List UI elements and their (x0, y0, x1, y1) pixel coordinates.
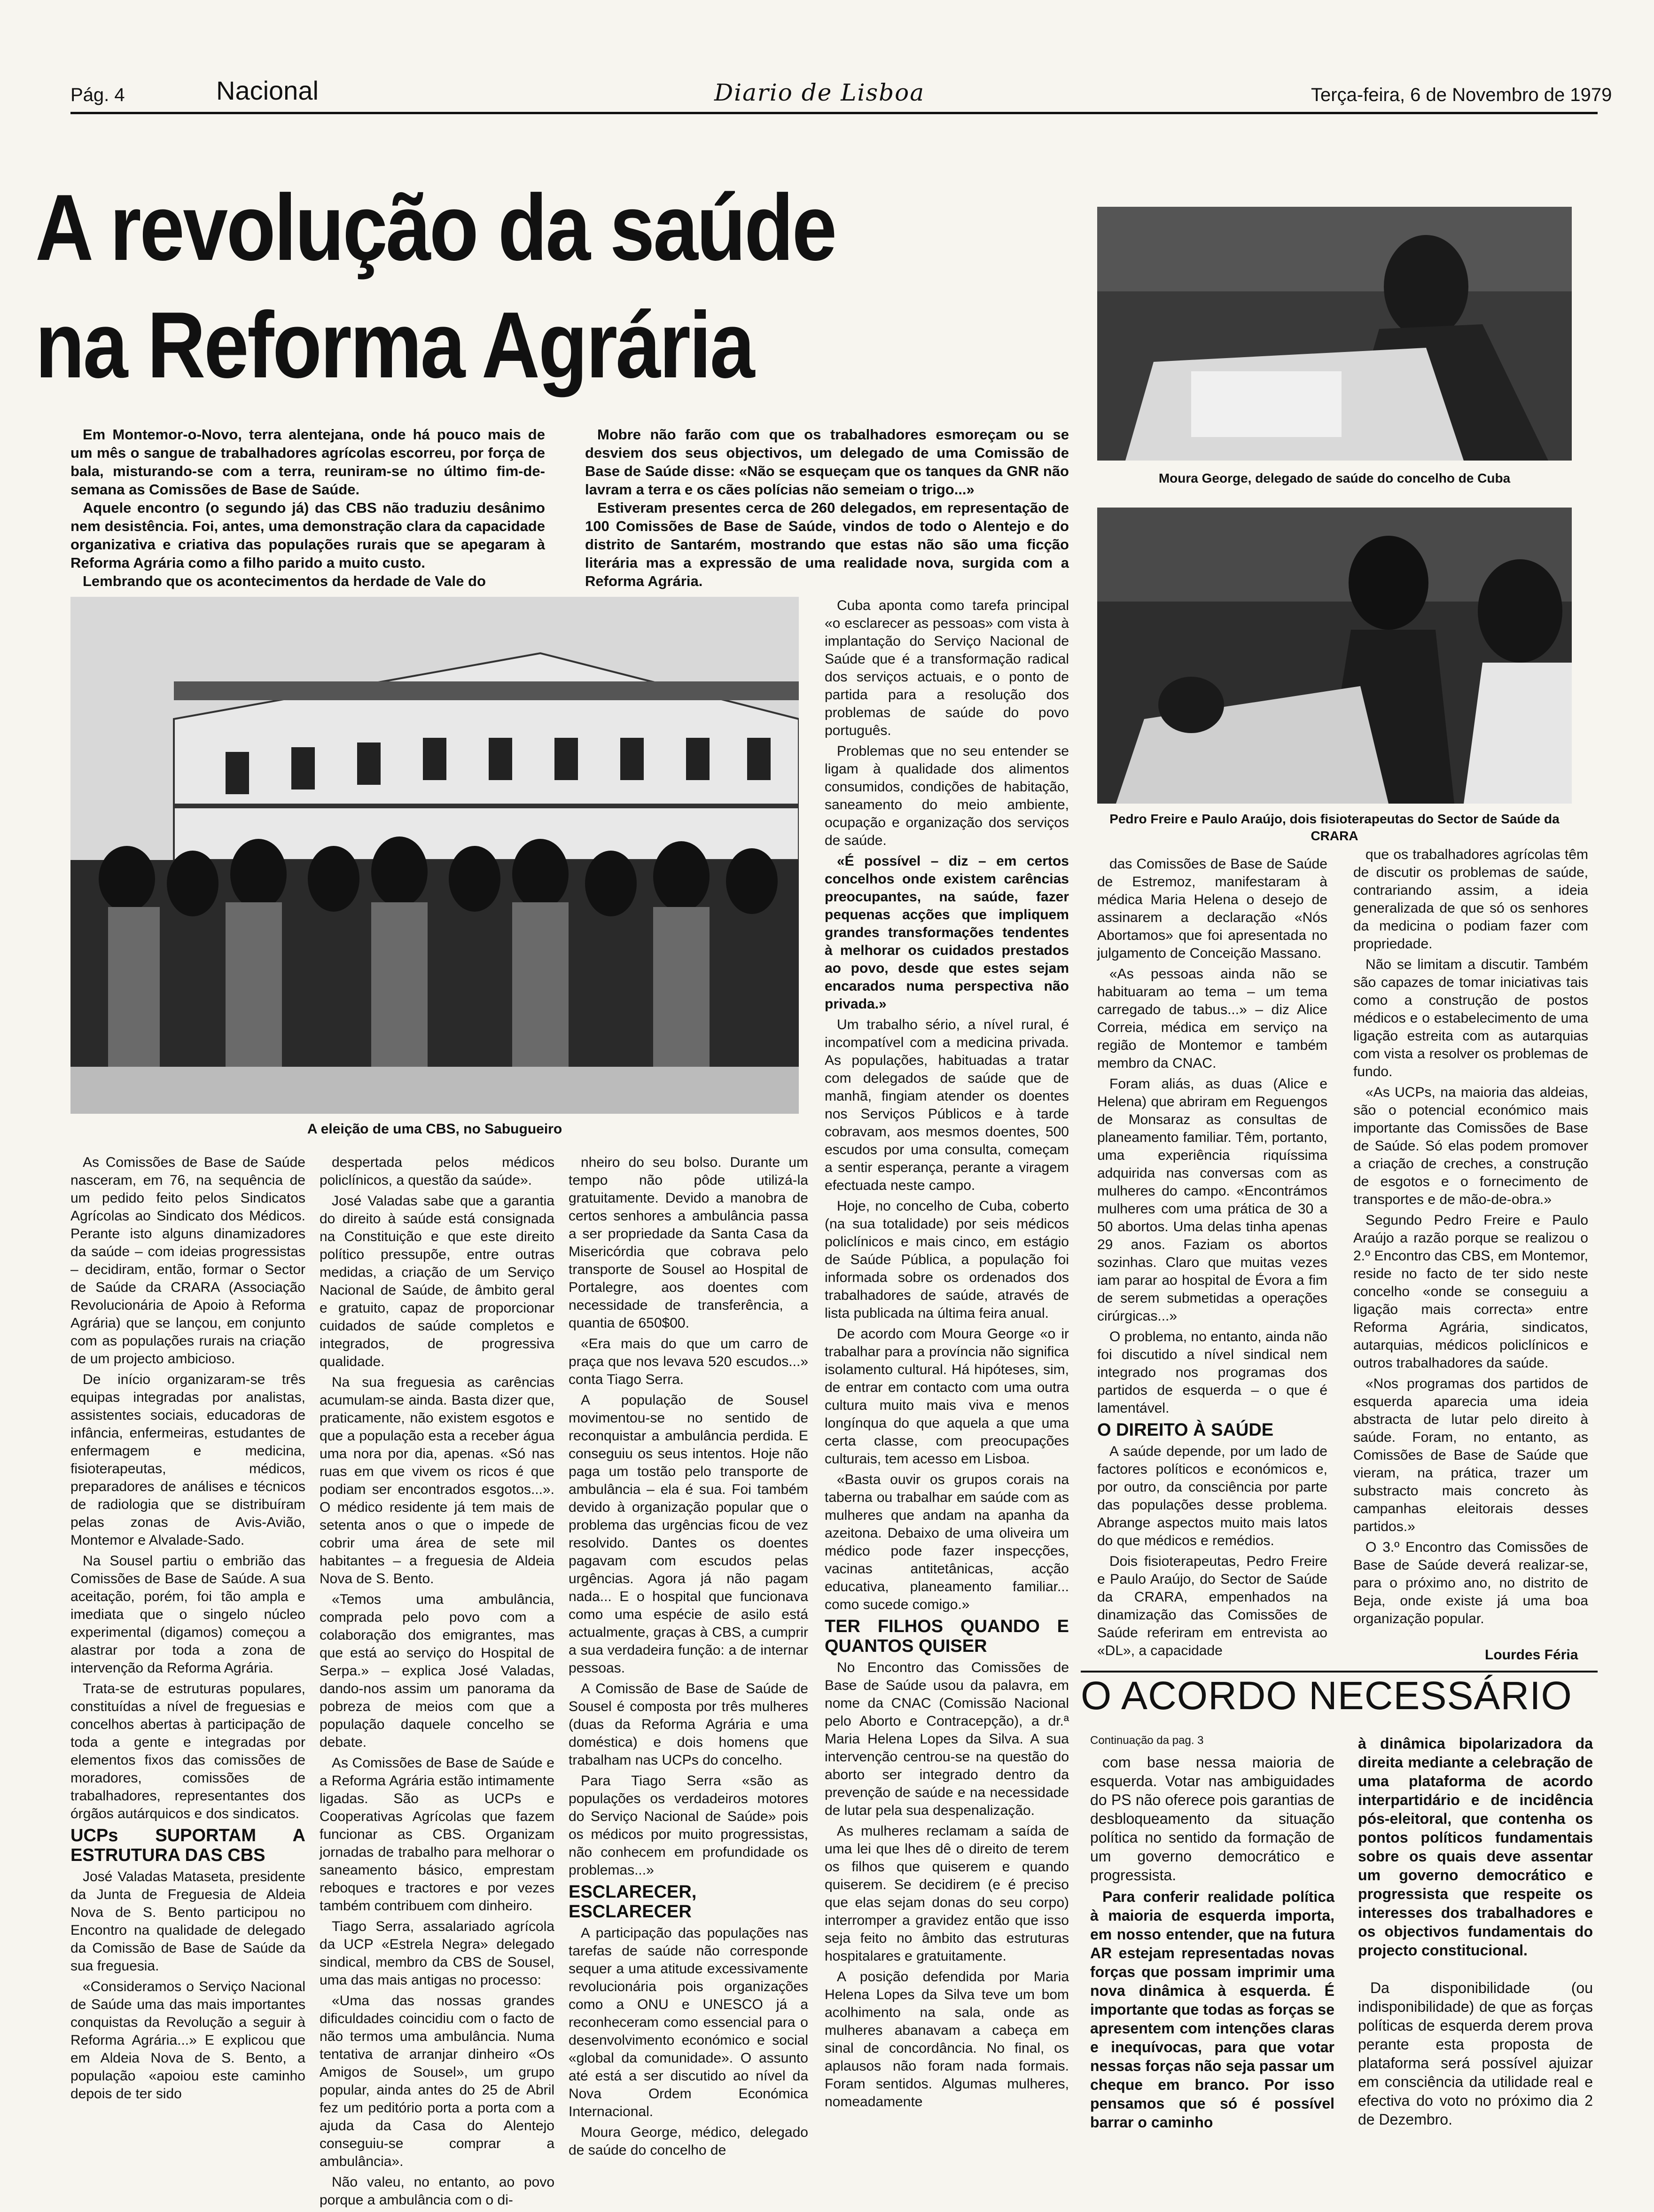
masthead: Diario de Lisboa (714, 79, 925, 106)
column-5 (1097, 855, 1327, 1663)
paragraph: No Encontro das Comissões de Base de Saúde usou da palavra, em nome da CNAC (Comissão Nacional pelo Aborto e Contracepção), a dr.ª Maria Helena Lopes da Silva. A sua intervenção centrou-se na questão do aborto ser integrado dentro da prevenção de saúde e na necessidade de lutar pela sua despenalização. (825, 1660, 1069, 1818)
paragraph: As Comissões de Base de Saúde nasceram, em 76, na sequência de um pedido feito pelos Sindicatos Agrícolas ao Sindicato dos Médicos. Perante isto alguns dinamizadores da saúde – com ideias progressistas – decidiram, então, formar o Sector de Saúde da CRARA (Associação Revolucionária de Apoio à Reforma Agrária) que se lançou, em conjunto com as populações rurais na criação de um projecto ambicioso. (70, 1155, 305, 1367)
paragraph: Para Tiago Serra «são as populações os verdadeiros motores do Serviço Nacional de Saúde» pois os médicos por muito progressistas, não conhecem em profundidade os problemas...» (569, 1773, 808, 1878)
paragraph: José Valadas Mataseta, presidente da Junta de Freguesia de Aldeia Nova de S. Bento participou no Encontro na qualidade de delegado da Comissão de Base de Saúde da sua freguesia. (70, 1869, 305, 1974)
photo-fisioterapeutas (1097, 508, 1572, 804)
acordo-rule-top (1081, 1671, 1598, 1673)
lead-paragraph: Em Montemor-o-Novo, terra alentejana, onde há pouco mais de um mês o sangue de trabalhadores agrícolas escorreu, por força de bala, misturando-se com a terra, reuniram-se no último fim-de-semana as Comissões de Base de Saúde. (70, 426, 545, 498)
paragraph: nheiro do seu bolso. Durante um tempo não pôde utilizá-la gratuitamente. Devido a manobra de certos senhores a ambulância passa a ser propriedade da Santa Casa da Misericórdia que cobrava pelo transporte de Sousel ao Hospital de Portalegre, aos doentes com necessidade de transferência, a quantia de 650$00. (569, 1155, 808, 1331)
photo-fisioterapeutas-caption: Pedro Freire e Paulo Araújo, dois fisioterapeutas do Sector de Saúde da CRARA (1109, 812, 1560, 843)
paragraph: A população de Sousel movimentou-se no sentido de reconquistar a ambulância perdida. E conseguiu os seus intentos. Hoje não paga um tostão pelo transporte de ambulância – ela é sua. Foi também devido à organização popular que o problema das urgências ficou de vez resolvido. Dantes os doentes pagavam com escudos pelas urgências. Agora já não pagam nada... E o hospital que funcionava como uma espécie de asilo está actualmente, graças à CBS, a cumprir a sua verdadeira função: a de internar pessoas. (569, 1392, 808, 1676)
paragraph: «É possível – diz – em certos concelhos onde existem carências preocupantes, na saúde, fazer pequenas acções que impliquem grandes transformações tendentes à melhorar os cuidados prestados ao povo, desde que estes sejam encarados numa perspectiva não privada.» (825, 853, 1069, 1012)
column-2 (320, 1154, 554, 2212)
subheading-ucps: UCPs SUPORTAM A ESTRUTURA DAS CBS (70, 1826, 305, 1865)
paragraph: Um trabalho sério, a nível rural, é incompatível com a medicina privada. As populações, habituadas a tratar com delegados de saúde que de manhã, fingiam atender os doentes nos Serviços Públicos e à tarde cobravam, aos mesmos doentes, 500 escudos por uma consulta, começam a sentir esperança, perante a viragem efectuada neste campo. (825, 1017, 1069, 1193)
page-number: Pág. 4 (70, 85, 125, 105)
author-byline: Lourdes Féria (1485, 1647, 1578, 1663)
lead-paragraph: Estiveram presentes cerca de 260 delegados, em representação de 100 Comissões de Base de Saúde, vindos de todo o Alentejo e do distrito de Santarém, mostrando que estas não são uma ficção literária mas a expressão de uma realidade nova, surgida com a Reforma Agrária. (585, 500, 1069, 589)
lead-paragraph: Mobre não farão com que os trabalhadores esmoreçam ou se desviem dos seus objectivos, um delegado de uma Comissão de Base de Saúde disse: «Não se esqueçam que os tanques da GNR não lavram a terra e os cães polícias não semeiam o trigo...» (585, 426, 1069, 498)
crowd-photo-image (70, 597, 799, 1114)
paragraph: Problemas que no seu entender se ligam à qualidade dos alimentos consumidos, condições de habitação, saneamento do meio ambiente, ocupação e organização dos serviços de saúde. (825, 743, 1069, 848)
paragraph: As mulheres reclamam a saída de uma lei que lhes dê o direito de terem os filhos que quiserem e quando quiserem. Se decidirem (e é preciso que elas sejam donas do seu corpo) interromper a gravidez então que isso seja feito no âmbito das estruturas hospitalares e gratuitamente. (825, 1823, 1069, 1964)
subheading-direito-saude: O DIREITO À SAÚDE (1097, 1420, 1274, 1440)
header-rule (70, 112, 1598, 114)
paragraph: «Temos uma ambulância, comprada pelo povo com a colaboração dos emigrantes, mas que está ao serviço do Hospital de Serpa.» – explica José Valadas, dando-nos assim um panorama da pobreza de meios com que a população daquele concelho se debate. (320, 1592, 554, 1750)
article-title (35, 169, 924, 404)
paragraph: Segundo Pedro Freire e Paulo Araújo a razão porque se realizou o 2.º Encontro das CBS, em Montemor, reside no facto de ter sido neste concelho «onde se conseguiu a ligação mais correcta» entre Reforma Agrária, sindicatos, autarquias, médicos policlínicos e outros trabalhadores da saúde. (1353, 1212, 1588, 1371)
acordo-column-b (1358, 1734, 1593, 2132)
fisioterapeutas-image (1097, 508, 1572, 804)
paragraph: «Uma das nossas grandes dificuldades coincidiu com o facto de não termos uma ambulância. Numa tentativa de arranjar dinheiro «Os Amigos de Sousel», um grupo popular, ainda antes do 25 de Abril fez um peditório porta a porta com a ajuda da Casa do Alentejo conseguiu-se comprar a ambulância». (320, 1993, 554, 2169)
paragraph: «Consideramos o Serviço Nacional de Saúde uma das mais importantes conquistas da Revolução a seguir à Reforma Agrária...» E explicou que em Aldeia Nova de S. Bento, a população «apoiou este caminho depois de ter sido (70, 1979, 305, 2102)
acordo-title: O ACORDO NECESSÁRIO (1081, 1673, 1572, 1718)
paragraph: O problema, no entanto, ainda não foi discutido a nível sindical nem integrado nos programas dos partidos de esquerda – o que é lamentável. (1097, 1329, 1327, 1416)
paragraph: A posição defendida por Maria Helena Lopes da Silva teve um bom acolhimento na sala, onde as mulheres abanavam a cabeça em sinal de concordância. No final, os aplausos não foram nada formais. Foram sentidos. Algumas mulheres, nomeadamente (825, 1969, 1069, 2110)
paragraph: A Comissão de Base de Saúde de Sousel é composta por três mulheres (duas da Reforma Agrária e uma doméstica) e dois homens que trabalham nas UCPs do concelho. (569, 1681, 808, 1768)
paragraph: das Comissões de Base de Saúde de Estremoz, manifestaram à médica Maria Helena o desejo de assinarem a declaração «Nós Abortamos» que foi apresentada no julgamento de Conceição Massano. (1097, 856, 1327, 961)
acordo-continuation: Continuação da pag. 3 (1090, 1734, 1204, 1747)
section-label: Nacional (216, 76, 319, 105)
paragraph: Não se limitam a discutir. Também são capazes de tomar iniciativas tais como a construção de postos médicos e o estabelecimento de uma ligação estreita com as autarquias com vista a resolver os problemas de fundo. (1353, 957, 1588, 1079)
title-line-1: A revolução da saúde (35, 175, 835, 280)
paragraph: As Comissões de Base de Saúde e a Reforma Agrária estão intimamente ligadas. São as UCPs e Cooperativas Agrícolas que fazem funcionar as CBS. Organizam jornadas de trabalho para melhorar o saneamento básico, emprestam reboques e tractores e por vezes também contribuem com dinheiro. (320, 1755, 554, 1914)
moura-george-image (1097, 207, 1572, 461)
paragraph: Trata-se de estruturas populares, constituídas a nível de freguesias e concelhos abertas à participação de toda a gente e integradas por elementos fixos das comissões de moradores, comissões de trabalhadores, representantes dos órgãos autárquicos e dos sindicatos. (70, 1681, 305, 1821)
paragraph: Foram aliás, as duas (Alice e Helena) que abriram em Reguengos de Monsaraz as consultas de planeamento familiar. Têm, portanto, uma experiência riquíssima adquirida nas conversas com as mulheres do campo. «Encontrámos mulheres com uma prática de 30 a 50 abortos. Uma delas tinha apenas 29 anos. Faziam os abortos sozinhas. Claro que muitas vezes iam parar ao hospital de Évora a fim de serem submetidas a operações cirúrgicas...» (1097, 1076, 1327, 1324)
paragraph: à dinâmica bipolarizadora da direita mediante a celebração de uma plataforma de acordo interpartidário e de incidência pós-eleitoral, que contenha os pontos políticos fundamentais sobre os quais deve assentar um governo democrático e progressista que respeite os interesses dos trabalhadores e os objectivos fundamentais do projecto constitucional. (1358, 1735, 1593, 1959)
column-1 (70, 1154, 305, 2106)
paragraph: «As pessoas ainda não se habituaram ao tema – um tema carregado de tabus...» – diz Alice Correia, médica em serviço na região de Montemor e também membro da CNAC. (1097, 966, 1327, 1071)
paragraph: Não valeu, no entanto, ao povo porque a ambulância com o di- (320, 2174, 554, 2208)
lead-paragraph: Lembrando que os acontecimentos da herdade de Vale do (83, 573, 486, 589)
paragraph: A participação das populações nas tarefas de saúde não corresponde sequer a uma atitude excessivamente revolucionária pois organizações como a ONU e UNESCO já a reconheceram como essencial para o desenvolvimento económico e social «global da comunidade». O assunto até está a ser discutido ao nível da Nova Ordem Económica Internacional. (569, 1925, 808, 2119)
paragraph: Na Sousel partiu o embrião das Comissões de Base de Saúde. A sua aceitação, porém, foi tão ampla e imediata que o singelo núcleo experimental (digamos) começou a alastrar por toda a zona de intervenção da Reforma Agrária. (70, 1553, 305, 1676)
title-line-2: na Reforma Agrária (35, 293, 753, 398)
paragraph: Hoje, no concelho de Cuba, coberto (na sua totalidade) por seis médicos policlínicos e mais cinco, em estágio de Saúde Pública, a população foi informada sobre os ordenados dos trabalhadores de saúde, através de lista publicada na última feira anual. (825, 1198, 1069, 1321)
photo-cbs-election (70, 597, 799, 1114)
photo-moura-george (1097, 207, 1572, 461)
paragraph: que os trabalhadores agrícolas têm de discutir os problemas de saúde, contrariando assim, a ideia generalizada de que só os senhores da medicina o podiam fazer com propriedade. (1353, 847, 1588, 952)
paragraph: com base nessa maioria de esquerda. Votar nas ambiguidades do PS não oferece pois garantias de desbloqueamento da situação política no sentido da formação de um governo democrático e progressista. (1090, 1754, 1334, 1884)
acordo-column-a (1090, 1753, 1334, 2134)
subheading-ter-filhos: TER FILHOS QUANDO E QUANTOS QUISER (825, 1617, 1069, 1656)
paragraph: A saúde depende, por um lado de factores políticos e económicos e, por outro, da consciência por parte das populações desse problema. Abrange aspectos muito mais latos do que médicos e remédios. (1097, 1444, 1327, 1548)
photo-moura-george-caption: Moura George, delegado de saúde do concelho de Cuba (1158, 471, 1511, 485)
column-6 (1353, 846, 1588, 1631)
paragraph: «Basta ouvir os grupos corais na taberna ou trabalhar em saúde com as mulheres que andam na apanha da azeitona. Debaixo de uma oliveira um médico pode fazer inspecções, vacinas antitetânicas, acção educativa, planeamento familiar... como sucede comigo.» (825, 1472, 1069, 1612)
paragraph: «Nos programas dos partidos de esquerda aparecia uma ideia abstracta de lutar pelo direito à saúde. Foram, no entanto, as Comissões de Base de Saúde que vieram, na prática, trazer um substracto mais concreto às campanhas eleitorais desses partidos.» (1353, 1376, 1588, 1534)
paragraph: Tiago Serra, assalariado agrícola da UCP «Estrela Negra» delegado sindical, membro da CBS de Sousel, uma das mais antigas no processo: (320, 1919, 554, 1988)
paragraph: Na sua freguesia as carências acumulam-se ainda. Basta dizer que, praticamente, não existem esgotos e que a população esta a receber água uma nora por dia, apenas. «Só nas ruas em que vivem os ricos é que podiam ser encontrados esgotos...». O médico residente já tem mais de setenta anos o que o impede de cobrir uma área de sete mil habitantes – a freguesia de Aldeia Nova de S. Bento. (320, 1375, 554, 1587)
lead-right (585, 425, 1069, 590)
lead-paragraph: Aquele encontro (o segundo já) das CBS não traduziu desânimo nem desistência. Foi, antes, uma demonstração clara da capacidade organizativa e criativa das populações rurais que se apegaram à Reforma Agrária como a filho parido a muito custo. (70, 500, 545, 571)
paragraph: Da disponibilidade (ou indisponibilidade) de que as forças políticas de esquerda derem prova perante esta proposta de plataforma será possível ajuizar em consciência da utilidade real e efectiva do voto no próximo dia 2 de Dezembro. (1358, 1979, 1593, 2128)
paragraph: Cuba aponta como tarefa principal «o esclarecer as pessoas» com vista à implantação do Serviço Nacional de Saúde que é a transformação radical dos serviços actuais, e o ponto de partida para a resolução dos problemas de saúde do povo português. (825, 598, 1069, 738)
paragraph: «Era mais do que um carro de praça que nos levava 520 escudos...» conta Tiago Serra. (569, 1336, 808, 1387)
paragraph: Moura George, médico, delegado de saúde do concelho de (569, 2125, 808, 2158)
photo-cbs-caption: A eleição de uma CBS, no Sabugueiro (307, 1121, 562, 1137)
paragraph: De início organizaram-se três equipas integradas por analistas, assistentes sociais, educadoras de infância, enfermeiras, estudantes de enfermagem e medicina, fisioterapeutas, médicos, preparadores de análises e técnicos de radiologia que se distribuíram pelas zonas de Avis-Avião, Montemor e Alvalade-Sado. (70, 1372, 305, 1548)
paragraph: De acordo com Moura George «o ir trabalhar para a província não significa isolamento cultural. Há hipóteses, sim, de entrar em contacto com uma outra cultura muito mais viva e menos longínqua do que aquela a que uma certa classe, com preocupações culturais, tem acesso em Lisboa. (825, 1326, 1069, 1467)
issue-date: Terça-feira, 6 de Novembro de 1979 (1311, 85, 1612, 105)
paragraph: Dois fisioterapeutas, Pedro Freire e Paulo Araújo, do Sector de Saúde da CRARA, empenhados na dinamização das Comissões de Saúde referiram em entrevista ao «DL», a capacidade (1097, 1554, 1327, 1658)
paragraph: José Valadas sabe que a garantia do direito à saúde está consignada na Constituição e que este direito político pressupõe, entre outras medidas, a criação de um Serviço Nacional de Saúde, de âmbito geral e gratuito, capaz de proporcionar cuidados de saúde completos e integrados, de progressiva qualidade. (320, 1193, 554, 1369)
column-3 (569, 1154, 808, 2162)
paragraph: Para conferir realidade política à maioria de esquerda importa, em nosso entender, que na futura AR estejam representadas novas forças que possam imprimir uma nova dinâmica à esquerda. É importante que todas as forças se apresentem com intenções claras e inequívocas, para que votar nessas forças não seja passar um cheque em branco. Por isso pensamos que só é possível barrar o caminho (1090, 1888, 1334, 2131)
paragraph: «As UCPs, na maioria das aldeias, são o potencial económico mais importante das Comissões de Base de Saúde. Só elas podem promover a criação de creches, a construção de esgotos e o fornecimento de transportes e de mão-de-obra.» (1353, 1085, 1588, 1207)
paragraph: O 3.º Encontro das Comissões de Base de Saúde deverá realizar-se, para o próximo ano, no distrito de Beja, onde existe já uma boa organização popular. (1353, 1540, 1588, 1626)
subheading-esclarecer: ESCLARECER, ESCLARECER (569, 1882, 697, 1922)
lead-left (70, 425, 545, 590)
column-4 (825, 597, 1069, 2114)
paragraph: despertada pelos médicos policlínicos, a questão da saúde». (320, 1155, 554, 1188)
